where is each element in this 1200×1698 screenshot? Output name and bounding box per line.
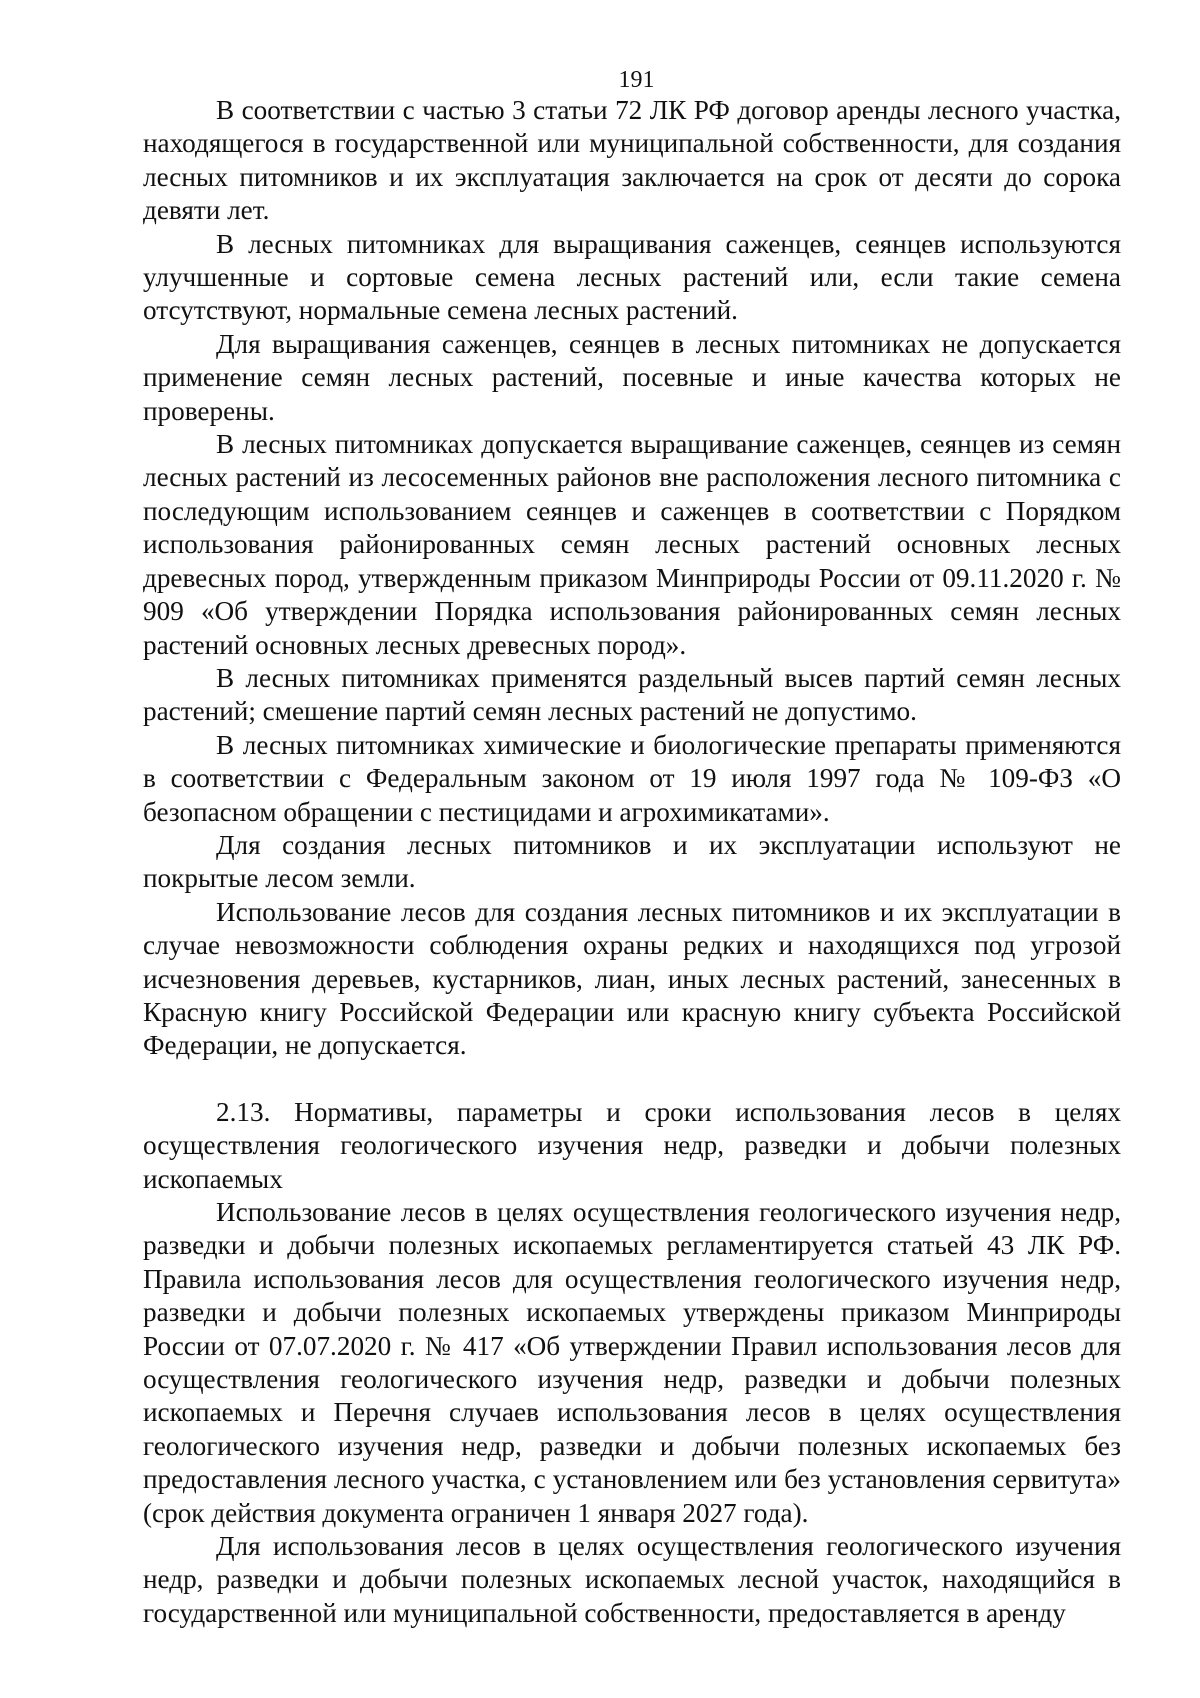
paragraph-red-book: Использование лесов для создания лесных питомников и их эксплуатации в случае невозможности соблюдения охраны редких и находящихся под угрозой исчезновения деревьев, кустарников, лиан, иных лесных растений, занесенных в Красную книгу Российской Федерации или красную книгу субъекта Российской Федерации, не допускается. xyxy=(143,896,1121,1061)
section-spacer xyxy=(143,1063,1121,1096)
paragraph-separate-sowing: В лесных питомниках применятся раздельный высев партий семян лесных растений; смешение партий семян лесных растений не допустимо. xyxy=(143,662,1121,727)
section-heading: 2.13. Нормативы, параметры и сроки использования лесов в целях осуществления геологического изучения недр, разведки и добычи полезных ископаемых xyxy=(143,1096,1121,1194)
paragraph-geology-rules: Использование лесов в целях осуществления геологического изучения недр, разведки и добычи полезных ископаемых регламентируется статьей 43 ЛК РФ. Правила использования лесов для осуществления геологического изучения недр, разведки и добычи полезных ископаемых утверждены приказом Минприроды России от 07.07.2020 г. № 417 «Об утверждении Правил использования лесов для осуществления геологического изучения недр, разведки и добычи полезных ископаемых и Перечня случаев использования лесов в целях осуществления геологического изучения недр, разведки и добычи полезных ископаемых без предоставления лесного участка, с установлением или без установления сервитута» (срок действия документа ограничен 1 января 2027 года). xyxy=(143,1197,1121,1528)
document-body xyxy=(143,94,1121,1630)
paragraph-seeds-used: В лесных питомниках для выращивания саженцев, сеянцев используются улучшенные и сортовые семена лесных растений или, если такие семена отсутствуют, нормальные семена лесных растений. xyxy=(143,228,1121,326)
paragraph-unchecked-seeds: Для выращивания саженцев, сеянцев в лесных питомниках не допускается применение семян лесных растений, посевные и иные качества которых не проверены. xyxy=(143,328,1121,426)
page-number: 191 xyxy=(618,67,655,93)
paragraph-land-use: Для создания лесных питомников и их эксплуатации используют не покрытые лесом земли. xyxy=(143,829,1121,894)
paragraph-geology-lease: Для использования лесов в целях осуществления геологического изучения недр, разведки и добычи полезных ископаемых лесной участок, находящийся в государственной или муниципальной собственности, предоставляется в аренду xyxy=(143,1531,1121,1628)
paragraph-seed-zones: В лесных питомниках допускается выращивание саженцев, сеянцев из семян лесных растений из лесосеменных районов вне расположения лесного питомника с последующим использованием сеянцев и саженцев в соответствии с Порядком использования районированных семян лесных растений основных лесных древесных пород, утвержденным приказом Минприроды России от 09.11.2020 г. № 909 «Об утверждении Порядка использования районированных семян лесных растений основных лесных древесных пород». xyxy=(143,429,1121,660)
paragraph-chemicals: В лесных питомниках химические и биологические препараты применяются в соответствии с Федеральным законом от 19 июля 1997 года № 109-ФЗ «О безопасном обращении с пестицидами и агрохимикатами». xyxy=(143,729,1121,827)
paragraph-lease-term: В соответствии с частью 3 статьи 72 ЛК РФ договор аренды лесного участка, находящегося в государственной или муниципальной собственности, для создания лесных питомников и их эксплуатация заключается на срок от десяти до сорока девяти лет. xyxy=(143,95,1121,226)
